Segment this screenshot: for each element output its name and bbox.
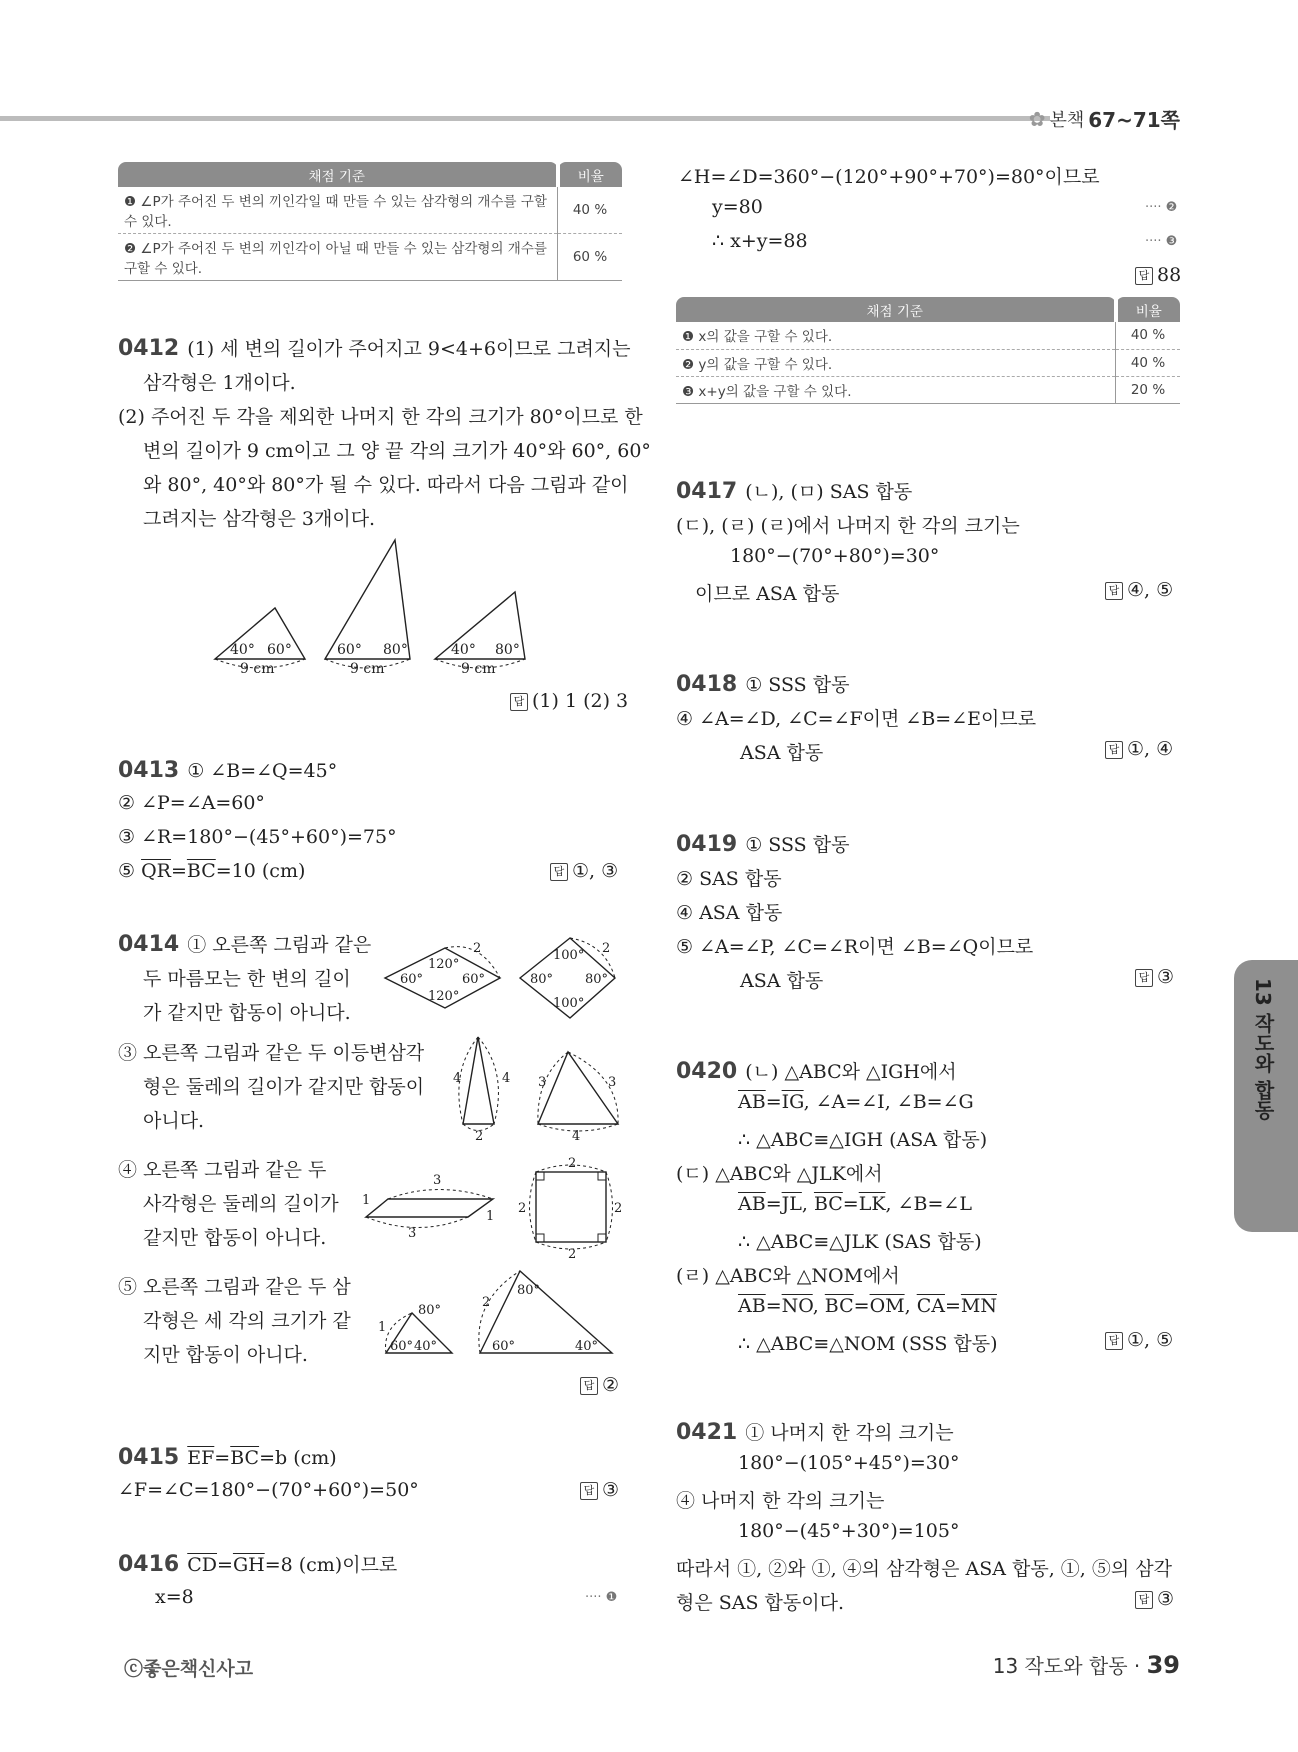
- text-line: 아니다.: [143, 1110, 205, 1132]
- svg-text:2: 2: [473, 941, 482, 956]
- svg-text:2: 2: [518, 1201, 527, 1216]
- svg-text:3: 3: [433, 1173, 442, 1188]
- text-line: 삼각형은 1개이다.: [143, 372, 296, 394]
- criteria-row: ❷ y의 값을 구할 수 있다.: [676, 349, 1116, 376]
- ratio-cell: 20 %: [1116, 376, 1181, 403]
- svg-text:80°: 80°: [418, 1303, 442, 1318]
- answer-0419: 답 ③: [1135, 966, 1174, 988]
- text-line: (ㄷ) △ABC와 △JLK에서: [676, 1163, 883, 1185]
- figure-isosceles-triangles: [448, 1032, 628, 1144]
- text-line: ④ 나머지 한 각의 크기는: [676, 1490, 885, 1512]
- text-line: ④ 오른쪽 그림과 같은 두: [118, 1159, 327, 1181]
- svg-text:3: 3: [538, 1075, 547, 1090]
- text-line: 그려지는 삼각형은 3개이다.: [143, 508, 376, 530]
- svg-text:2: 2: [475, 1129, 484, 1144]
- problem-0413: 0413 ① ∠B=∠Q=45°: [118, 758, 338, 783]
- svg-text:3: 3: [408, 1226, 417, 1241]
- text-line: ASA 합동: [740, 742, 824, 764]
- problem-0421: 0421 ① 나머지 한 각의 크기는: [676, 1420, 954, 1445]
- answer-0414: 답 ②: [580, 1374, 619, 1396]
- text-line: ③ 오른쪽 그림과 같은 두 이등변삼각: [118, 1042, 425, 1064]
- text-line: ② SAS 합동: [676, 868, 782, 890]
- page-number: 39: [1146, 1651, 1180, 1679]
- svg-text:3: 3: [608, 1075, 617, 1090]
- scoring-table-2: [676, 297, 1180, 404]
- svg-text:4: 4: [453, 1071, 462, 1086]
- text-line: 따라서 ①, ②와 ①, ④의 삼각형은 ASA 합동, ①, ⑤의 삼각: [676, 1558, 1172, 1580]
- ratio-cell: 40 %: [558, 187, 623, 234]
- text-line: (ㄹ) △ABC와 △NOM에서: [676, 1265, 900, 1287]
- answer-0413: 답 ①, ③: [550, 860, 618, 882]
- step-ref: ···· ❶: [585, 1590, 618, 1605]
- text-line: ⑤ 오른쪽 그림과 같은 두 삼: [118, 1276, 351, 1298]
- text-line: 지만 합동이 아니다.: [143, 1344, 308, 1366]
- svg-text:1: 1: [378, 1320, 387, 1335]
- svg-text:2: 2: [602, 941, 611, 956]
- figure-quadrilaterals: [358, 1152, 628, 1264]
- problem-0419: 0419 ① SSS 합동: [676, 832, 850, 857]
- svg-text:80°: 80°: [530, 972, 554, 987]
- text-line: ∴ △ABC≡△JLK (SAS 합동): [738, 1231, 982, 1253]
- ratio-header: 비율: [1116, 297, 1181, 322]
- svg-text:4: 4: [572, 1129, 581, 1144]
- answer-0417: 답 ④, ⑤: [1105, 579, 1173, 601]
- text-line: ④ ASA 합동: [676, 902, 783, 924]
- svg-text:60°: 60°: [267, 642, 292, 658]
- svg-text:40°: 40°: [575, 1339, 599, 1354]
- ratio-cell: 40 %: [1116, 349, 1181, 376]
- svg-text:80°: 80°: [585, 972, 609, 987]
- svg-text:100°: 100°: [553, 948, 585, 963]
- svg-text:2: 2: [614, 1201, 623, 1216]
- text-line: 변의 길이가 9 cm이고 그 양 끝 각의 크기가 40°와 60°, 60°: [143, 440, 651, 462]
- svg-text:40°: 40°: [230, 642, 255, 658]
- svg-text:2: 2: [482, 1295, 491, 1310]
- svg-text:60°: 60°: [462, 972, 486, 987]
- figure-three-triangles: [205, 535, 545, 680]
- text-line: ⑤ ∠A=∠P, ∠C=∠R이면 ∠B=∠Q이므로: [676, 936, 1034, 958]
- text-line: $\overline{AB}=\overline{NO}$, $\overline{BC}=\overline{OM}$, $\overline{CA}=\overline{MN}$: [738, 1295, 997, 1317]
- text-line: $\overline{AB}=\overline{JL}$, $\overline{BC}=\overline{LK}$, ∠B=∠L: [738, 1193, 972, 1215]
- criteria-row: ❸ x+y의 값을 구할 수 있다.: [676, 376, 1116, 403]
- svg-text:9 cm: 9 cm: [461, 661, 496, 677]
- text-line: (ㄷ), (ㄹ) (ㄹ)에서 나머지 한 각의 크기는: [676, 515, 1020, 537]
- svg-text:40°: 40°: [451, 642, 476, 658]
- figure-similar-triangles: [372, 1266, 627, 1366]
- answer-0416: 답 88: [1135, 264, 1181, 286]
- text-line: (2) 주어진 두 각을 제외한 나머지 한 각의 크기가 80°이므로 한: [118, 406, 643, 428]
- text-line: 형은 SAS 합동이다.: [676, 1592, 844, 1614]
- text-line: 180°−(45°+30°)=105°: [738, 1520, 960, 1542]
- flower-icon: ✿: [1028, 106, 1046, 131]
- scoring-table-1: [118, 162, 622, 281]
- header-page-ref: ✿ 본책 67~71쪽: [1028, 106, 1180, 132]
- criteria-header: 채점 기준: [118, 162, 558, 187]
- ratio-cell: 60 %: [558, 234, 623, 281]
- step-ref: ···· ❸: [1145, 234, 1178, 249]
- step-ref: ···· ❷: [1145, 200, 1178, 215]
- text-line: ③ ∠R=180°−(45°+60°)=75°: [118, 826, 397, 848]
- ratio-header: 비율: [558, 162, 623, 187]
- text-line: $\overline{AB}=\overline{IG}$, ∠A=∠I, ∠B=∠G: [738, 1091, 974, 1113]
- figure-rhombuses: [380, 930, 630, 1020]
- criteria-row: ❷ ∠P가 주어진 두 변의 끼인각이 아닐 때 만들 수 있는 삼각형의 개수를 구할 수 있다.: [118, 234, 558, 281]
- text-line: y=80: [712, 196, 763, 218]
- text-line: ∴ △ABC≡△NOM (SSS 합동): [738, 1333, 998, 1355]
- svg-text:1: 1: [362, 1193, 371, 1208]
- problem-0416: 0416 $\overline{CD}=\overline{GH}=8$ (cm)이므로: [118, 1552, 398, 1577]
- text-line: 같지만 합동이 아니다.: [143, 1227, 327, 1249]
- text-line: ASA 합동: [740, 970, 824, 992]
- text-line: ⑤ $\overline{QR}=\overline{BC}=10$ (cm): [118, 860, 306, 882]
- svg-text:4: 4: [502, 1071, 511, 1086]
- text-line: 사각형은 둘레의 길이가: [143, 1193, 339, 1215]
- criteria-row: ❶ x의 값을 구할 수 있다.: [676, 322, 1116, 349]
- svg-text:40°: 40°: [414, 1339, 438, 1354]
- svg-text:80°: 80°: [383, 642, 408, 658]
- svg-text:60°: 60°: [492, 1339, 516, 1354]
- chapter-side-tab-label: 13 작도와 합동: [1251, 978, 1275, 1120]
- criteria-header: 채점 기준: [676, 297, 1116, 322]
- text-line: ④ ∠A=∠D, ∠C=∠F이면 ∠B=∠E이므로: [676, 708, 1037, 730]
- top-rule: [0, 116, 1050, 121]
- text-line: x=8: [155, 1586, 194, 1608]
- svg-text:120°: 120°: [428, 989, 460, 1004]
- svg-text:100°: 100°: [553, 996, 585, 1011]
- problem-0414: 0414 ① 오른쪽 그림과 같은: [118, 932, 372, 957]
- svg-text:120°: 120°: [428, 957, 460, 972]
- answer-0415: 답 ③: [580, 1479, 619, 1501]
- svg-text:80°: 80°: [495, 642, 520, 658]
- answer-0412: 답 (1) 1 (2) 3: [510, 690, 628, 712]
- text-line: 두 마름모는 한 변의 길이: [143, 968, 351, 990]
- problem-0420: 0420 (ㄴ) △ABC와 △IGH에서: [676, 1059, 957, 1084]
- problem-0418: 0418 ① SSS 합동: [676, 672, 850, 697]
- text-line: 가 같지만 합동이 아니다.: [143, 1002, 351, 1024]
- svg-text:80°: 80°: [517, 1283, 541, 1298]
- svg-text:9 cm: 9 cm: [350, 661, 385, 677]
- text-line: ② ∠P=∠A=60°: [118, 792, 265, 814]
- answer-0421: 답 ③: [1135, 1588, 1174, 1610]
- problem-0412: 0412 (1) 세 변의 길이가 주어지고 9<4+6이므로 그려지는: [118, 336, 631, 361]
- text-line: 180°−(70°+80°)=30°: [730, 545, 940, 567]
- text-line: 이므로 ASA 합동: [695, 583, 840, 605]
- publisher-logo: ⓒ좋은책신사고: [124, 1658, 254, 1680]
- text-line: ∠F=∠C=180°−(70°+60°)=50°: [118, 1479, 419, 1501]
- svg-text:60°: 60°: [337, 642, 362, 658]
- svg-text:2: 2: [568, 1156, 577, 1171]
- problem-0415: 0415 $\overline{EF}=\overline{BC}=b$ (cm): [118, 1445, 337, 1470]
- ratio-cell: 40 %: [1116, 322, 1181, 349]
- problem-0417: 0417 (ㄴ), (ㅁ) SAS 합동: [676, 479, 913, 504]
- svg-text:60°: 60°: [390, 1339, 414, 1354]
- text-line: 와 80°, 40°와 80°가 될 수 있다. 따라서 다음 그림과 같이: [143, 474, 629, 496]
- criteria-row: ❶ ∠P가 주어진 두 변의 끼인각일 때 만들 수 있는 삼각형의 개수를 구할 수 있다.: [118, 187, 558, 234]
- text-line: ∴ △ABC≡△IGH (ASA 합동): [738, 1129, 988, 1151]
- text-line: 각형은 세 각의 크기가 같: [143, 1310, 351, 1332]
- svg-text:1: 1: [486, 1209, 495, 1224]
- svg-text:2: 2: [568, 1247, 577, 1262]
- svg-text:9 cm: 9 cm: [240, 661, 275, 677]
- text-line: ∴ x+y=88: [712, 230, 808, 252]
- answer-0418: 답 ①, ④: [1105, 738, 1173, 760]
- text-line: 180°−(105°+45°)=30°: [738, 1452, 960, 1474]
- answer-0420: 답 ①, ⑤: [1105, 1329, 1173, 1351]
- text-line: ∠H=∠D=360°−(120°+90°+70°)=80°이므로: [678, 166, 1100, 188]
- svg-text:60°: 60°: [400, 972, 424, 987]
- footer-page: 13 작도와 합동 · 39: [992, 1651, 1180, 1679]
- text-line: 형은 둘레의 길이가 같지만 합동이: [143, 1076, 425, 1098]
